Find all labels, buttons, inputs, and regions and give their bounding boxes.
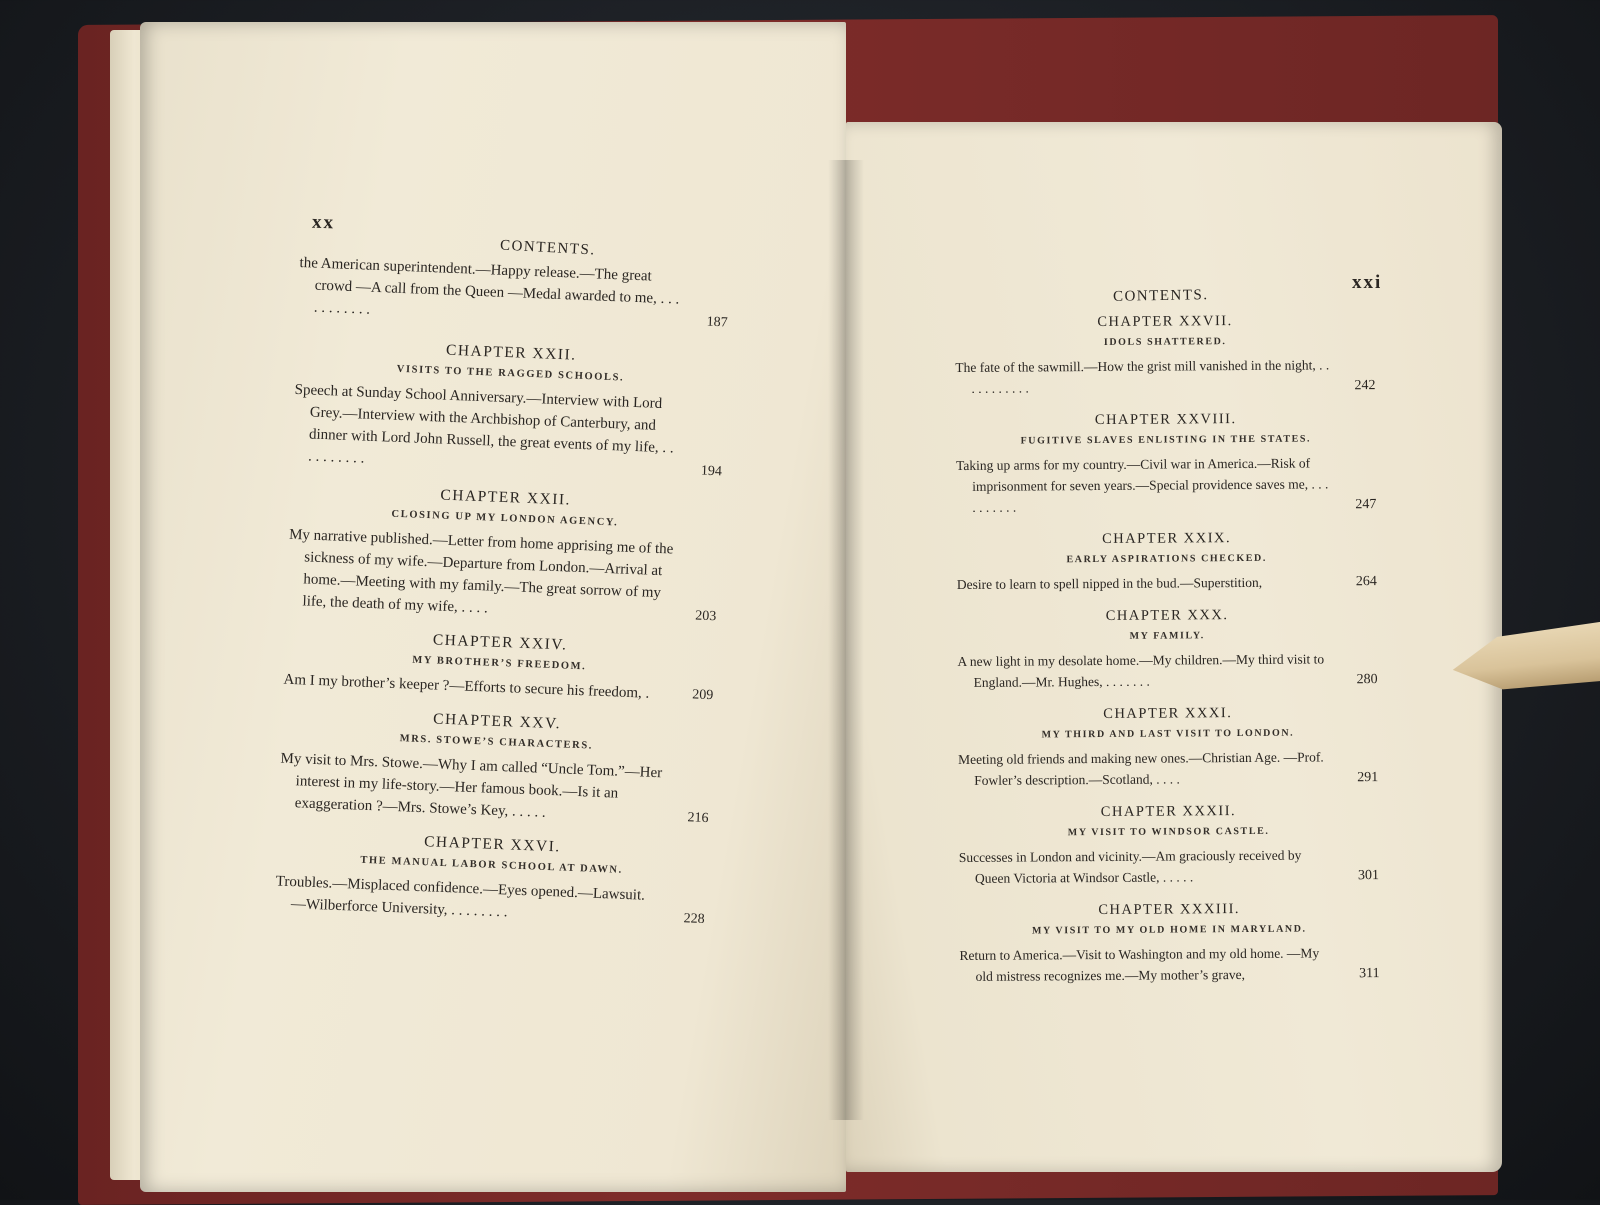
- chapter-subtitle: MY THIRD AND LAST VISIT TO LONDON.: [1041, 727, 1295, 741]
- chapter-title: CHAPTER XXXIII.: [1098, 901, 1241, 919]
- entry-page: 247: [1355, 497, 1377, 513]
- chapter: [957, 606, 1378, 693]
- chapter-subtitle: MY BROTHER’S FREEDOM.: [412, 654, 587, 673]
- chapter-entry: [292, 379, 725, 483]
- entry-page: 291: [1357, 770, 1379, 786]
- chapter-subtitle: MY VISIT TO MY OLD HOME IN MARYLAND.: [1031, 923, 1307, 937]
- entry-page: 209: [691, 687, 714, 704]
- chapter-title: CHAPTER XXX.: [1105, 607, 1229, 624]
- chapter-subtitle: VISITS TO THE RAGGED SCHOOLS.: [396, 363, 625, 384]
- chapter-subtitle: IDOLS SHATTERED.: [1103, 336, 1227, 348]
- right-contents: [955, 312, 1380, 1001]
- chapter-entry: [956, 452, 1376, 518]
- entry-text: My narrative published.—Letter from home apprising me of the sickness of my wife.—Departure from London.—Arrival at home.—Meeting with my family.—The great sorrow of my life, the death of my wife, . . . .: [288, 526, 674, 617]
- chapter-entry: [278, 748, 710, 830]
- chapter-subtitle: CLOSING UP MY LONDON AGENCY.: [391, 508, 619, 529]
- chapter-entry: [955, 354, 1375, 399]
- chapter: [278, 705, 712, 830]
- entry-text: Return to America.—Visit to Washington and my old home. —My old mistress recognizes me.—My mother’s grave,: [959, 945, 1320, 984]
- chapter: [955, 312, 1376, 399]
- entry-text: The fate of the sawmill.—How the grist mill vanished in the night, . . . . . . . . . . .: [955, 357, 1330, 396]
- chapter-entry: [957, 648, 1377, 693]
- chapter-subtitle: EARLY ASPIRATIONS CHECKED.: [1066, 552, 1267, 566]
- chapter-title: CHAPTER XXII.: [445, 341, 577, 364]
- chapter-title: CHAPTER XXXI.: [1103, 705, 1233, 722]
- entry-page: 228: [683, 911, 705, 928]
- chapter-subtitle: THE MANUAL LABOR SCHOOL AT DAWN.: [360, 854, 624, 876]
- entry-page: 242: [1354, 378, 1376, 394]
- chapter: [958, 802, 1379, 889]
- entry-text: Troubles.—Misplaced confidence.—Eyes opened.—Lawsuit. —Wilberforce University, . . . . . . . .: [275, 873, 646, 921]
- chapter: [286, 481, 721, 628]
- chapter-entry: [957, 571, 1377, 595]
- entry-page: 280: [1356, 672, 1378, 688]
- chapter-subtitle: MRS. STOWE’S CHARACTERS.: [399, 733, 594, 752]
- chapter: [957, 529, 1377, 595]
- chapter-entry: [286, 524, 719, 628]
- chapter: [292, 336, 727, 483]
- chapter: [958, 704, 1379, 791]
- chapter-title: CHAPTER XXVII.: [1097, 313, 1233, 331]
- entry-page: 301: [1357, 868, 1379, 884]
- chapter-title: CHAPTER XXII.: [440, 486, 572, 509]
- chapter: [275, 828, 708, 931]
- chapter: [959, 900, 1380, 987]
- entry-page: 187: [706, 314, 728, 331]
- entry-text: A new light in my desolate home.—My children.—My third visit to England.—Mr. Hughes, . . . . . . .: [957, 651, 1325, 690]
- left-contents: [274, 252, 730, 945]
- chapter-entry: [959, 844, 1379, 889]
- entry-text: the American superintendent.—Happy release.—The great crowd —A call from the Queen —Medal awarded to me, . . . . . . . . . . .: [299, 254, 680, 318]
- left-running-head: CONTENTS.: [499, 237, 596, 259]
- entry-text: Desire to learn to spell nipped in the bud.—Superstition,: [956, 574, 1263, 592]
- entry-text: Am I my brother’s keeper ?—Efforts to secure his freedom, .: [283, 671, 650, 702]
- entry-page: 194: [700, 463, 723, 480]
- chapter-subtitle: MY VISIT TO WINDSOR CASTLE.: [1067, 825, 1270, 839]
- entry-text: Speech at Sunday School Anniversary.—Interview with Lord Grey.—Interview with the Archbishop of Canterbury, and dinner with Lord John Russell, the great events of my life, . . . . . . . . . .: [294, 381, 674, 467]
- chapter-title: CHAPTER XXIX.: [1101, 530, 1232, 547]
- entry-text: Taking up arms for my country.—Civil war in America.—Risk of imprisonment for seven years.—Special providence saves me, . . . . . . . . . .: [955, 455, 1329, 515]
- chapter-subtitle: MY FAMILY.: [1129, 630, 1205, 642]
- chapter-title: CHAPTER XXVI.: [423, 833, 561, 856]
- chapter-title: CHAPTER XXIV.: [432, 631, 568, 654]
- entry-text: My visit to Mrs. Stowe.—Why I am called “Uncle Tom.”—Her interest in my life-story.—Her famous book.—Is it an exaggeration ?—Mrs. Stowe’s Key, . . . . .: [280, 750, 663, 821]
- chapter-title: CHAPTER XXVIII.: [1094, 411, 1237, 429]
- entry-text: Successes in London and vicinity.—Am graciously received by Queen Victoria at Windsor Castle, . . . . .: [958, 847, 1302, 886]
- chapter-entry: [275, 871, 706, 931]
- entry-page: 264: [1355, 574, 1377, 590]
- chapter-subtitle: FUGITIVE SLAVES ENLISTING IN THE STATES.: [1020, 433, 1312, 447]
- entry-page: 216: [687, 810, 709, 827]
- chapter-entry: [958, 746, 1378, 791]
- entry-page: 311: [1359, 966, 1380, 982]
- right-running-head: CONTENTS.: [1112, 287, 1209, 305]
- chapter-entry: [959, 942, 1379, 987]
- book-gutter: [828, 160, 864, 1120]
- entry-page: 203: [695, 608, 717, 625]
- chapter-title: CHAPTER XXV.: [432, 710, 562, 733]
- chapter: [283, 626, 715, 707]
- entry-text: Meeting old friends and making new ones.—Christian Age. —Prof. Fowler’s description.—Scotland, . . . .: [958, 749, 1324, 788]
- chapter: [956, 410, 1377, 518]
- chapter-title: CHAPTER XXXII.: [1100, 803, 1237, 820]
- left-folio: xx: [311, 211, 336, 234]
- right-folio: xxi: [1352, 272, 1383, 293]
